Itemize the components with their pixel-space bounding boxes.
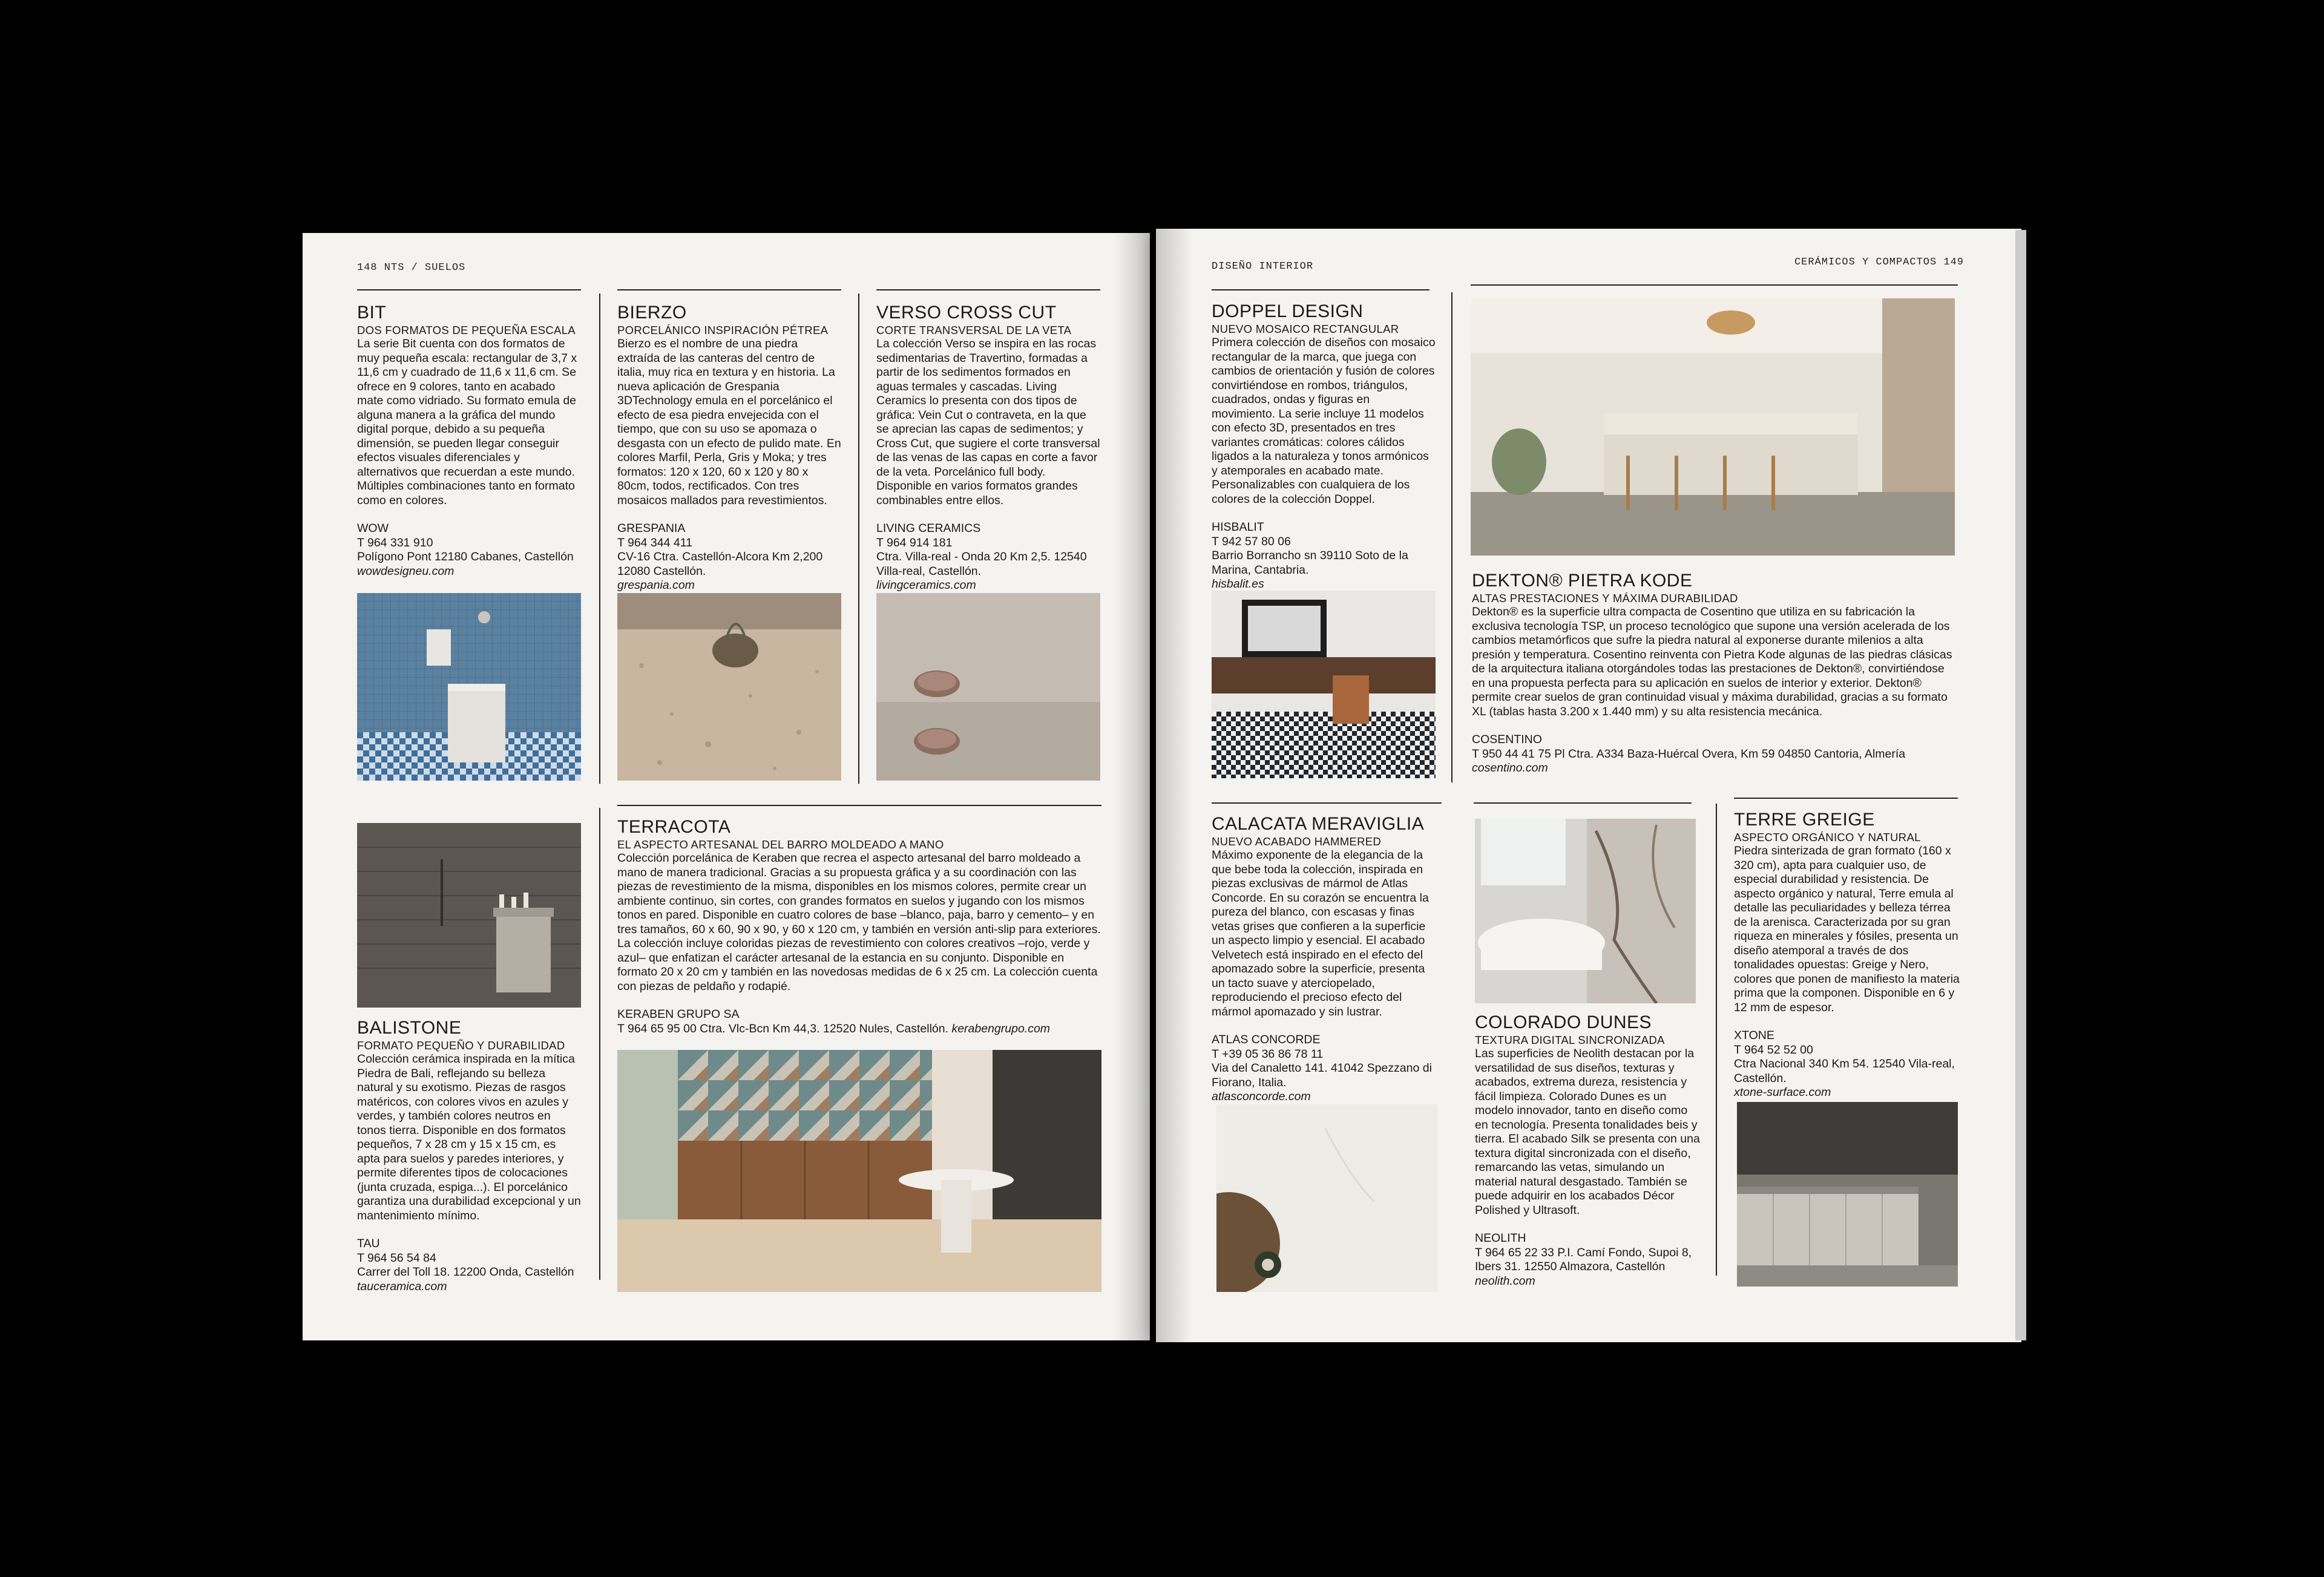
website-link[interactable]: livingceramics.com [876,579,976,592]
article-body: La serie Bit cuenta con dos formatos de muy pequeña escala: rectangular de 3,7 x 11,6 cm y cuadrado de 11,6 x 11,6 cm. Se ofrece en 9 colores, tanto en acabado mate como vidriado. Su formato emula de alguna manera a la gráfica del mundo digital porque, debido a su pequeña dimensión, se pueden llegar conseguir efectos visuales diferenciales y alternativos que recuerdan a este mundo. Múltiples combinaciones tanto en formato como en colores. [357,337,577,507]
article-subtitle: PORCELÁNICO INSPIRACIÓN PÉTREA [617,324,829,336]
website-link[interactable]: kerabengrupo.com [951,1021,1051,1035]
running-head: 148 NTS / SUELOS [357,262,466,274]
company-name: COSENTINO [1472,733,1542,746]
running-head-right: CERÁMICOS Y COMPACTOS 149 [1794,257,1964,268]
contact-block [1475,1231,1702,1288]
article-title: TERRE GREIGE [1734,810,1875,830]
company-name: KERABEN GRUPO SA [617,1008,740,1021]
article-balistone [357,1018,581,1294]
company-name: XTONE [1734,1029,1774,1042]
website-link[interactable]: neolith.com [1475,1274,1535,1288]
company-name: ATLAS CONCORDE [1212,1033,1321,1046]
contact-block [617,1008,1101,1036]
article-verso [876,303,1100,593]
company-name: LIVING CERAMICS [876,522,981,535]
article-terre [1734,810,1961,1100]
calacata-marble-photo [1216,1104,1437,1292]
company-name: NEOLITH [1475,1231,1526,1245]
contact-line: T 964 65 95 00 Ctra. Vlc-Bcn Km 44,3. 12520 Nules, Castellón. [617,1021,949,1035]
phone: T 964 331 910 [357,536,433,549]
article-title: DEKTON® PIETRA KODE [1472,571,1693,591]
article-title: CALACATA MERAVIGLIA [1212,814,1425,834]
article-title: DOPPEL DESIGN [1212,301,1364,321]
website-link[interactable]: hisbalit.es [1212,577,1264,591]
article-subtitle: ASPECTO ORGÁNICO Y NATURAL [1734,831,1921,844]
article-doppel [1212,301,1436,592]
article-subtitle: NUEVO ACABADO HAMMERED [1212,835,1382,848]
article-body: Primera colección de diseños con mosaico rectangular de la marca, que juega con cambios de orientación y fusión de colores convirtiéndose en rombos, triángulos, cuadrados, ondas y figuras en movimiento. La serie incluye 11 modelos con efecto 3D, presentados en tres variantes cromáticas: colores cálidos ligados a la naturaleza y tonos armónicos y atemporales en acabado mate. Personalizables con cualquiera de los colores de la colección Doppel. [1212,336,1436,506]
phone: T +39 05 36 86 78 11 [1212,1047,1324,1061]
column-divider [858,293,859,784]
contact-line: T 950 44 41 75 Pl Ctra. A334 Baza-Huércal Overa, Km 59 04850 Cantoria, Almería [1472,747,1906,761]
article-terracota [617,817,1101,1036]
gutter-shadow [1156,229,1192,1342]
section-rule [617,805,1101,806]
column-rule [1734,798,1958,799]
address: CV-16 Ctra. Castellón-Alcora Km 2,200 12080 Castellón. [617,550,823,578]
column-rule [357,289,581,290]
article-title: BIERZO [617,303,687,323]
gutter-shadow [1114,233,1150,1340]
phone: T 964 56 54 84 [357,1251,436,1265]
contact-block [1734,1029,1961,1100]
article-subtitle: CORTE TRANSVERSAL DE LA VETA [876,324,1072,336]
article-subtitle: TEXTURA DIGITAL SINCRONIZADA [1475,1034,1665,1046]
right-page [1156,229,2021,1342]
phone: T 942 57 80 06 [1212,534,1291,548]
website-link[interactable]: xtone-surface.com [1734,1086,1831,1099]
column-divider [599,808,600,1280]
terre-kitchen-photo [1737,1102,1958,1287]
website-link[interactable]: wowdesigneu.com [357,564,455,578]
column-rule [617,289,841,290]
column-divider [1451,292,1452,782]
article-calacata [1212,814,1439,1104]
website-link[interactable]: atlasconcorde.com [1212,1090,1311,1103]
contact-block [357,1237,581,1294]
article-colorado [1475,1012,1702,1288]
article-title: VERSO CROSS CUT [876,303,1057,323]
address: Carrer del Toll 18. 12200 Onda, Castellón [357,1265,574,1279]
contact-block [357,522,581,579]
company-name: HISBALIT [1212,520,1264,534]
article-subtitle: NUEVO MOSAICO RECTANGULAR [1212,323,1399,335]
column-rule [1212,289,1430,290]
website-link[interactable]: cosentino.com [1472,761,1548,775]
bierzo-floor-photo [617,593,841,781]
contact-block [876,522,1100,593]
address: Via del Canaletto 141. 41042 Spezzano di Fiorano, Italia. [1212,1061,1432,1089]
article-title: BIT [357,303,387,323]
address: Ctra. Villa-real - Onda 20 Km 2,5. 12540 Villa-real, Castellón. [876,550,1087,578]
article-body: Las superficies de Neolith destacan por la versatilidad de sus diseños, texturas y acabados, extrema dureza, resistencia y fácil limpieza. Colorado Dunes es un modelo innovador, tanto en diseño como en tecnología. Presenta tonalidades beis y tierra. El acabado Silk se presenta con una textura digital sincronizada con el diseño, remarcando las vetas, simulando un material natural desgastado. También se puede adquirir en los acabados Décor Polished y Ultrasoft. [1475,1047,1700,1217]
colorado-bathroom-photo [1475,819,1696,1003]
website-link[interactable]: grespania.com [617,579,695,592]
address: Barrio Borrancho sn 39110 Soto de la Marina, Cantabria. [1212,549,1408,577]
page-edge [2015,230,2026,1340]
company-name: TAU [357,1237,380,1250]
phone: T 964 65 22 33 P.I. Camí Fondo, Supoi 8, Ibers 31. 12550 Almazora, Castellón [1475,1245,1692,1273]
article-title: COLORADO DUNES [1475,1012,1652,1032]
column-rule [876,289,1100,290]
contact-block [1472,733,1956,776]
article-body: Colección cerámica inspirada en la mítica Piedra de Bali, reflejando su belleza natural y su exotismo. Piezas de rasgos matéricos, con colores vivos en azules y verdes, y también colores neutros en tonos tierra. Disponible en dos formatos pequeños, 7 x 28 cm y 15 x 15 cm, es apta para suelos y paredes interiores, y permite diferentes tipos de colocaciones (junta cruzada, espiga...). El porcelánico garantiza una durabilidad excepcional y un mantenimiento mínimo. [357,1052,581,1222]
company-name: GRESPANIA [617,522,686,535]
phone: T 964 52 52 00 [1734,1043,1813,1057]
address: Ctra Nacional 340 Km 54. 12540 Vila-real, Castellón. [1734,1057,1955,1085]
article-body: Piedra sinterizada de gran formato (160 x 320 cm), apta para cualquier uso, de especial durabilidad y resistencia. De aspecto orgánico y natural, Terre emula al detalle las peculiaridades y belleza térrea de la arenisca. Caracterizada por su gran riqueza en minerales y fósiles, presenta un diseño atemporal a través de dos tonalidades opuestas: Greige y Nero, colores que ponen de manifiesto la materia prima que la componen. Disponible en 6 y 12 mm de espesor. [1734,844,1960,1014]
article-body: La colección Verso se inspira en las rocas sedimentarias de Travertino, formadas a partir de los sedimentos formados en aguas termales y cascadas. Living Ceramics lo presenta con dos tipos de gráfica: Vein Cut o contraveta, en la que se aprecian las capas de sedimentos; y Cross Cut, que sugiere el corte transversal de las venas de las capas en corte a favor de la veta. Porcelánico full body. Disponible en varios formatos grandes combinables entre ellos. [876,337,1100,507]
article-subtitle: ALTAS PRESTACIONES Y MÁXIMA DURABILIDAD [1472,592,1738,605]
column-rule [1471,284,1958,286]
column-divider [599,293,600,784]
article-subtitle: DOS FORMATOS DE PEQUEÑA ESCALA [357,324,576,336]
article-body: Dekton® es la superficie ultra compacta de Cosentino que utiliza en su fabricación la exclusiva tecnología TSP, un proceso tecnológico que supone una versión acelerada de los cambios metamórficos que sufre la piedra natural al exponerse durante milenios a alta presión y temperatura. Cosentino reinventa con Pietra Kode algunas de las piedras clásicas de la arquitectura italiana otorgándoles todas las prestaciones de Dekton®, convirtiéndose en una propuesta perfecta para su aplicación en suelos de interior y exterior. Dekton® permite crear suelos de gran continuidad visual y máxima durabilidad, gracias a su formato XL (tablas hasta 3.200 x 1.440 mm) y su alta resistencia mecánica. [1472,605,1952,718]
left-page [303,233,1150,1340]
column-divider [1716,804,1717,1276]
dekton-kitchen-photo [1471,298,1955,556]
bit-bathroom-photo [357,593,581,781]
article-body: Colección porcelánica de Keraben que recrea el aspecto artesanal del barro moldeado a mano de manera tradicional. Gracias a su propuesta gráfica y a su coordinación con las piezas de revestimiento de la misma, disponibles en los mismos colores, permite crear un ambiente continuo, sin cortes, con grandes formatos en suelos y jugando con los mismos tonos en pared. Disponible en cuatro colores de base –blanco, paja, barro y cemento– y en tres tamaños, 60 x 60, 90 x 90, y 60 x 120 cm, y también en versión anti-slip para exteriores. La colección incluye coloridas piezas de revestimiento con colores creativos –rojo, verde y azul– que enfatizan el carácter artesanal de la estancia en su conjunto. Disponible en formato 20 x 20 cm y también en las novedosas medidas de 6 x 25 cm. La colección cuenta con piezas de peldaño y rodapié. [617,851,1101,993]
column-rule [1212,802,1442,804]
article-title: BALISTONE [357,1018,462,1038]
verso-stone-photo [876,593,1100,781]
article-body: Máximo exponente de la elegancia de la que bebe toda la colección, inspirada en piezas exclusivas de mármol de Atlas Concorde. En su corazón se encuentra la pureza del blanco, con escasas y finas vetas grises que confieren a la superficie un aspecto limpio y esencial. El acabado Velvetech está inspirado en el efecto del apomazado sobre la superficie, presenta un tacto suave y aterciopelado, reproduciendo el precioso efecto del mármol apomazado y sin lustrar. [1212,848,1429,1018]
contact-block [617,522,841,593]
phone: T 964 344 411 [617,536,692,549]
company-name: WOW [357,522,389,535]
article-bierzo [617,303,841,593]
phone: T 964 914 181 [876,536,953,549]
article-bit [357,303,581,579]
article-body: Bierzo es el nombre de una piedra extraída de las canteras del centro de italia, muy rica en textura y en historia. La nueva aplicación de Grespania 3DTechnology emula en el porcelánico el efecto de esa piedra envejecida con el tiempo, que con su uso se apomaza o desgasta con un efecto de pulido mate. En colores Marfil, Perla, Gris y Moka; y tres formatos: 120 x 120, 60 x 120 y 80 x 80cm, todos, rectificados. Con tres mosaicos mallados para revestimientos. [617,337,841,507]
article-dekton [1472,571,1956,776]
column-rule [1474,802,1692,804]
article-title: TERRACOTA [617,817,731,837]
address: Polígono Pont 12180 Cabanes, Castellón [357,550,574,563]
contact-block [1212,520,1436,592]
doppel-room-photo [1212,591,1436,778]
running-head-left: DISEÑO INTERIOR [1212,261,1314,272]
balistone-shower-photo [357,823,581,1008]
website-link[interactable]: tauceramica.com [357,1279,447,1293]
contact-block [1212,1033,1439,1104]
article-subtitle: FORMATO PEQUEÑO Y DURABILIDAD [357,1039,565,1052]
article-subtitle: EL ASPECTO ARTESANAL DEL BARRO MOLDEADO A MANO [617,838,944,851]
terracota-kitchen-photo [617,1050,1101,1292]
